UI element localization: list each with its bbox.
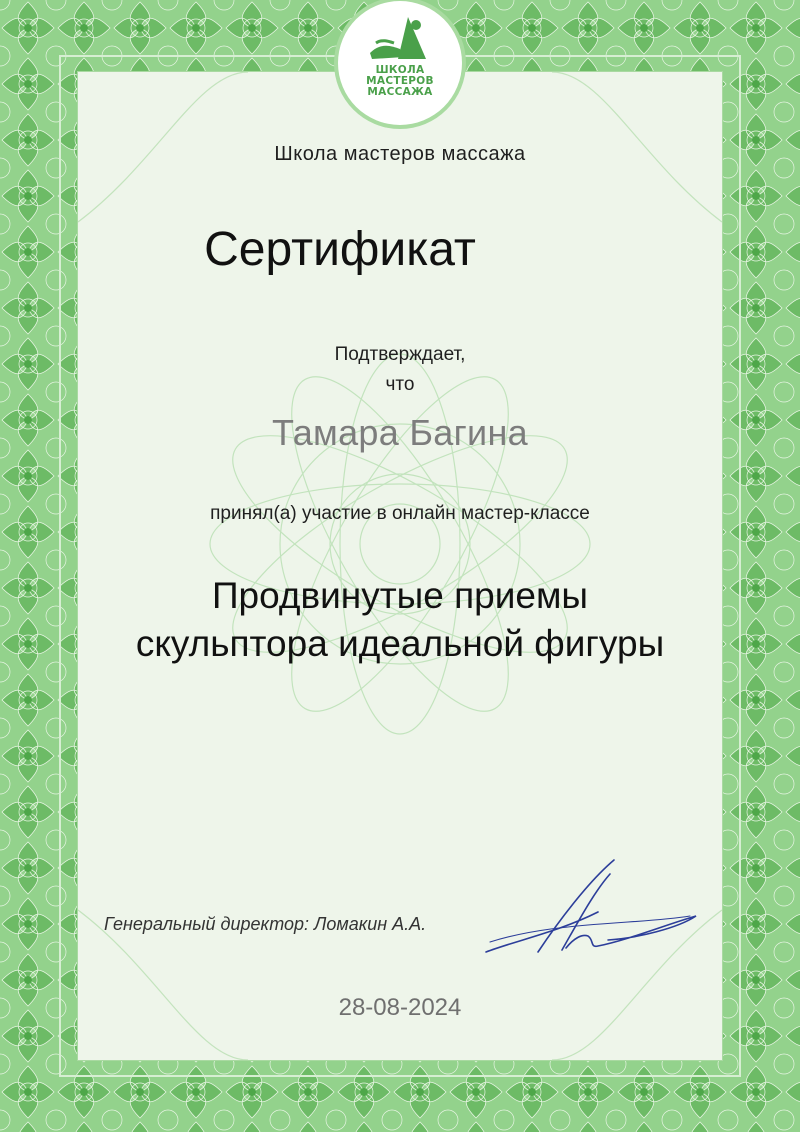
certificate-title: Сертификат: [204, 223, 476, 276]
logo-line-2: МАСТЕРОВ: [366, 75, 434, 87]
confirms-text: [250, 340, 550, 400]
issue-date: 28-08-2024: [338, 994, 462, 1021]
course-title-line-1: Продвинутые приемы: [211, 575, 589, 616]
logo-line-3: МАССАЖА: [367, 86, 433, 98]
director-label: Генеральный директор: Ломакин А.А.: [104, 914, 427, 934]
school-name: Школа мастеров массажа: [274, 143, 526, 165]
school-logo: [338, 1, 462, 125]
logo-line-1: ШКОЛА: [375, 64, 425, 76]
recipient-name: Тамара Багина: [272, 412, 528, 453]
course-title-line-2: скульптора идеальной фигуры: [135, 623, 665, 664]
signature-icon: [478, 852, 704, 972]
confirms-line-1: Подтверждает,: [334, 344, 466, 365]
confirms-line-2: что: [385, 374, 415, 395]
course-title: [60, 572, 740, 668]
participation-text: принял(а) участие в онлайн мастер-классе: [210, 503, 590, 524]
massage-school-logo-icon: [364, 13, 436, 65]
